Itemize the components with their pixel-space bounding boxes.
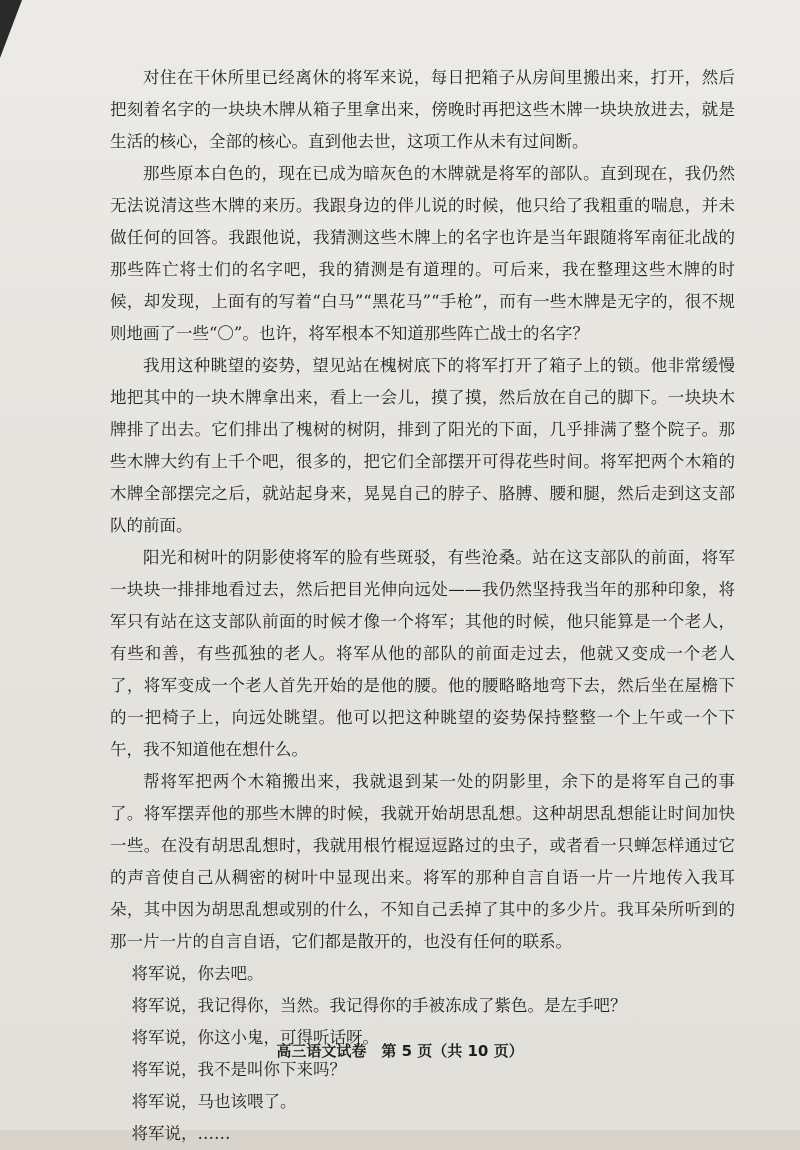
dialogue-line-6: 将军说，…… — [131, 1124, 231, 1143]
dialogue-line-4: 将军说，我不是叫你下来吗？ — [131, 1060, 346, 1079]
page-corner-shadow — [0, 0, 22, 58]
paragraph-2: 那些原本白色的，现在已成为暗灰色的木牌就是将军的部队。直到现在，我仍然无法说清这些木牌的来历。我跟身边的伴儿说的时候，他只给了我粗重的喘息，并未做任何的回答。我跟他说，我猜测这些木牌上的名字也许是当年跟随将军南征北战的那些阵亡将士们的名字吧，我的猜测是有道理的。可后来，我在整理这些木牌的时候，却发现，上面有的写着“白马”“黑花马”“手枪”，而有一些木牌是无字的，很不规则地画了一些“〇”。也许，将军根本不知道那些阵亡战士的名字？ — [110, 164, 735, 343]
dialogue-line-5: 将军说，马也该喂了。 — [131, 1092, 297, 1111]
dialogue-line-2: 将军说，我记得你，当然。我记得你的手被冻成了紫色。是左手吧？ — [131, 996, 627, 1015]
paragraph-3: 我用这种眺望的姿势，望见站在槐树底下的将军打开了箱子上的锁。他非常缓慢地把其中的一块木牌拿出来，看上一会儿，摸了摸，然后放在自己的脚下。一块块木牌排了出去。它们排出了槐树的树阴，排到了阳光的下面，几乎排满了整个院子。那些木牌大约有上千个吧，很多的，把它们全部摆开可得花些时间。将军把两个木箱的木牌全部摆完之后，就站起身来，晃晃自己的脖子、胳膊、腰和腿，然后走到这支部队的前面。 — [110, 356, 735, 535]
dialogue-line-3: 将军说，你这小鬼，可得听话呀。 — [131, 1028, 379, 1047]
dialogue-line-1: 将军说，你去吧。 — [131, 964, 264, 983]
reading-passage — [110, 62, 735, 1150]
page-footer: 高三语文试卷 第 5 页（共 10 页） — [276, 1042, 524, 1060]
paragraph-4: 阳光和树叶的阴影使将军的脸有些斑驳，有些沧桑。站在这支部队的前面，将军一块块一排排地看过去，然后把目光伸向远处——我仍然坚持我当年的那种印象，将军只有站在这支部队前面的时候才像一个将军；其他的时候，他只能算是一个老人，有些和善，有些孤独的老人。将军从他的部队的前面走过去，他就又变成一个老人了，将军变成一个老人首先开始的是他的腰。他的腰略略地弯下去，然后坐在屋檐下的一把椅子上，向远处眺望。他可以把这种眺望的姿势保持整整一个上午或一个下午，我不知道他在想什么。 — [110, 548, 735, 759]
paragraph-5: 帮将军把两个木箱搬出来，我就退到某一处的阴影里，余下的是将军自己的事了。将军摆弄他的那些木牌的时候，我就开始胡思乱想。这种胡思乱想能让时间加快一些。在没有胡思乱想时，我就用根竹棍逗逗路过的虫子，或者看一只蝉怎样通过它的声音使自己从稠密的树叶中显现出来。将军的那种自言自语一片一片地传入我耳朵，其中因为胡思乱想或别的什么，不知自己丢掉了其中的多少片。我耳朵所听到的那一片一片的自言自语，它们都是散开的，也没有任何的联系。 — [110, 772, 735, 951]
paragraph-1: 对住在干休所里已经离休的将军来说，每日把箱子从房间里搬出来，打开，然后把刻着名字的一块块木牌从箱子里拿出来，傍晚时再把这些木牌一块块放进去，就是生活的核心，全部的核心。直到他去世，这项工作从未有过间断。 — [110, 68, 735, 151]
